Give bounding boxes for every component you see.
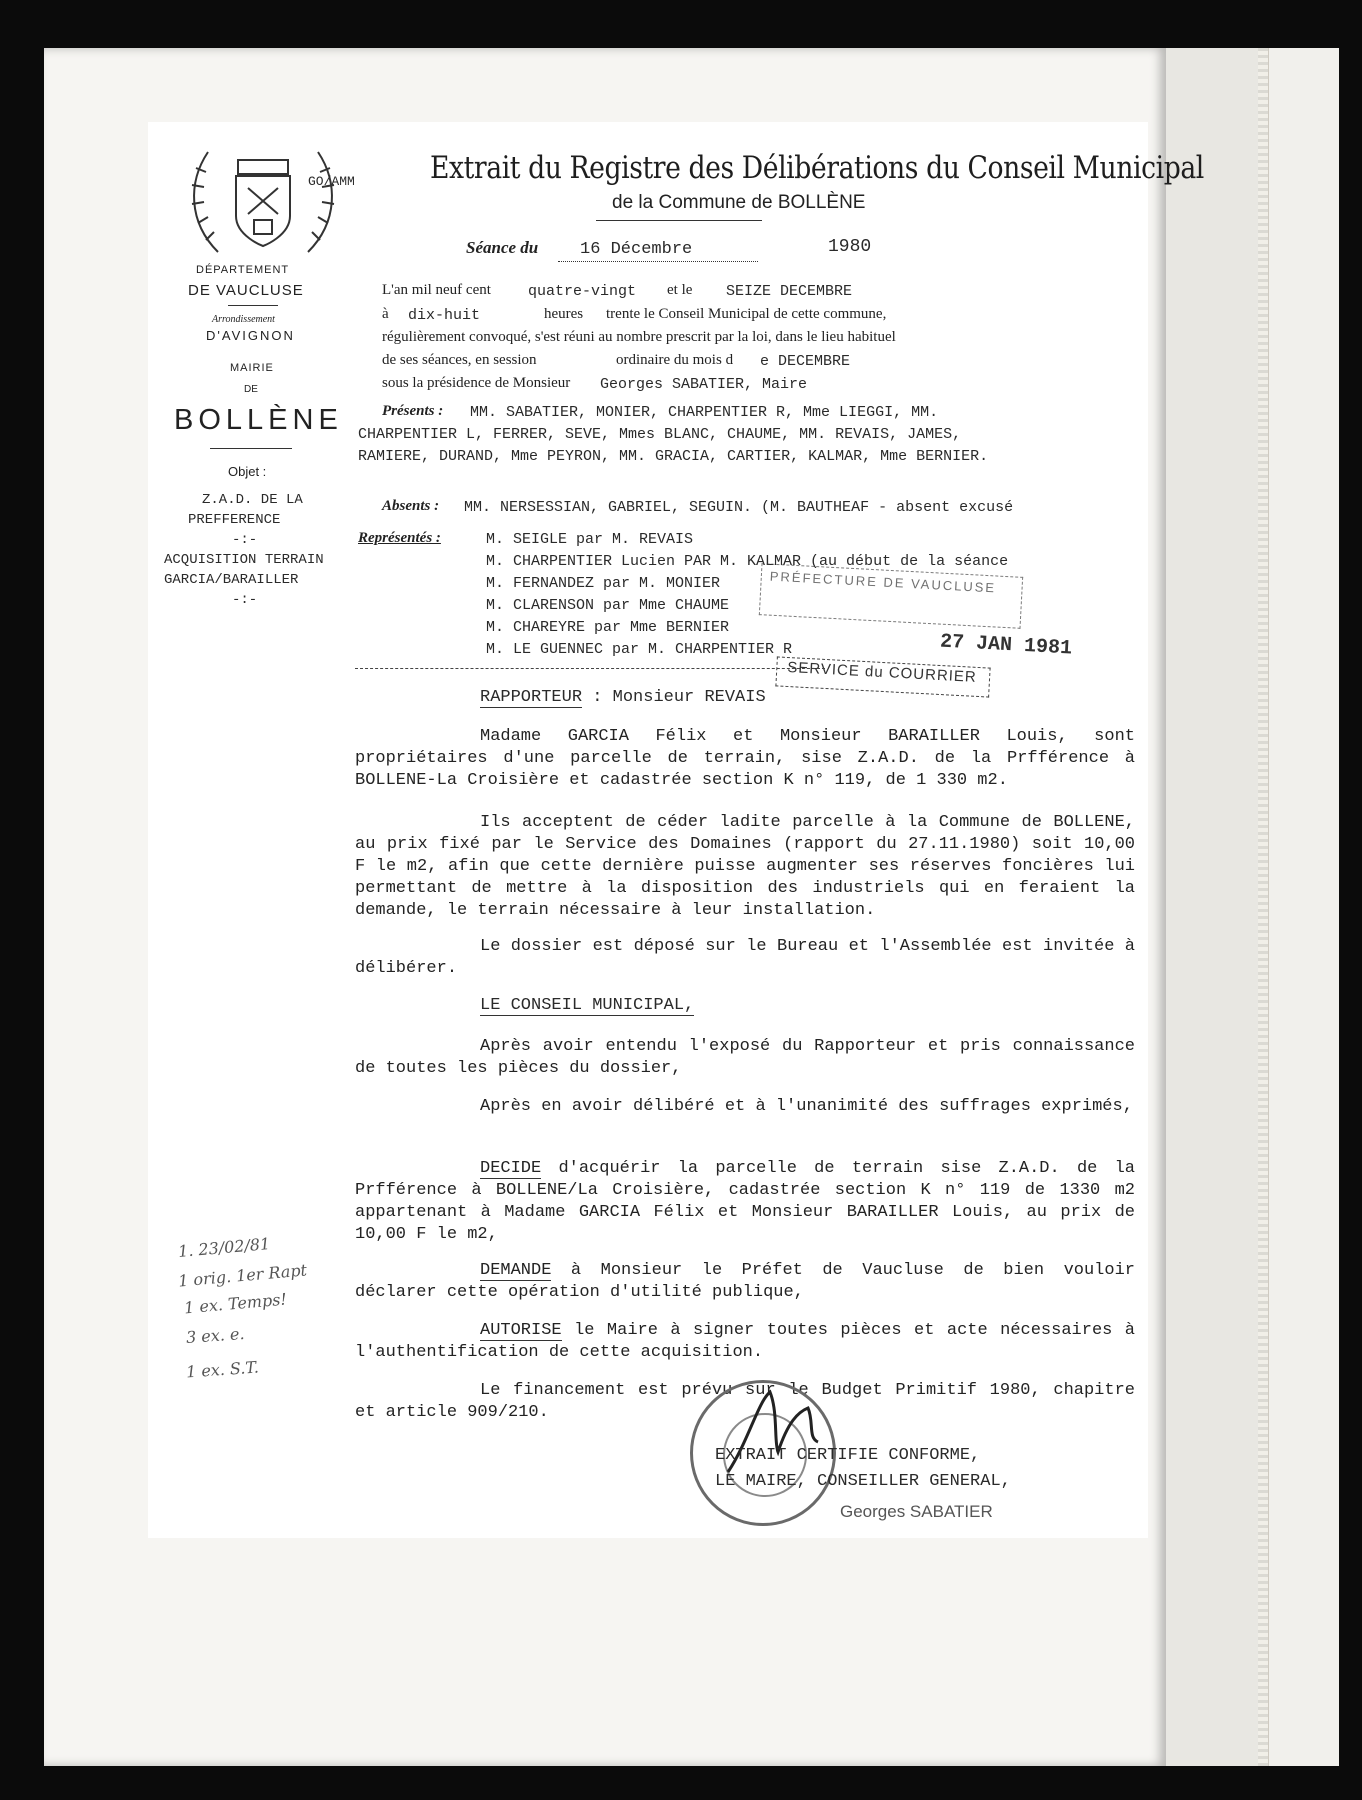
- arrondissement-label: Arrondissement: [212, 314, 275, 325]
- intro-text: dix-huit: [408, 307, 481, 324]
- represente-line: M. CHARPENTIER Lucien PAR M. KALMAR (au début de la séance: [486, 553, 1009, 570]
- intro-text: et le: [667, 282, 693, 298]
- signatory-name: Georges SABATIER: [840, 1502, 993, 1521]
- decide-paragraph: DECIDE d'acquérir la parcelle de terrain sise Z.A.D. de la Prfférence à BOLLENE/La Croisière, cadastrée section K n° 119 de 1330 m2 appartenant à Madame GARCIA Félix et Monsieur BARAILLER Louis, au prix de 10,00 F le m2,: [355, 1159, 1135, 1244]
- town-name: BOLLÈNE: [174, 404, 343, 436]
- departement-label: DÉPARTEMENT: [196, 264, 290, 276]
- objet-line: GARCIA/BARAILLER: [164, 572, 299, 588]
- arrondissement-name: D'AVIGNON: [206, 328, 295, 343]
- intro-text: régulièrement convoqué, s'est réuni au nombre prescrit par la loi, dans le lieu habituel: [382, 329, 896, 345]
- conseil-heading: LE CONSEIL MUNICIPAL,: [480, 996, 695, 1015]
- seance-label: Séance du: [466, 238, 539, 257]
- commune-subtitle: de la Commune de BOLLÈNE: [612, 192, 866, 213]
- intro-text: ordinaire du mois d: [616, 352, 734, 368]
- objet-line: ACQUISITION TERRAIN: [164, 552, 324, 568]
- title-rule: [596, 220, 762, 221]
- presents-line: MM. SABATIER, MONIER, CHARPENTIER R, Mme LIEGGI, MM.: [470, 404, 939, 421]
- represente-line: M. CLARENSON par Mme CHAUME: [486, 597, 730, 614]
- album-edge: [1166, 48, 1268, 1766]
- absents-text: MM. NERSESSIAN, GABRIEL, SEGUIN. (M. BAUTHEAF - absent excusé: [464, 499, 1014, 516]
- autorise-paragraph: AUTORISE le Maire à signer toutes pièces et acte nécessaires à l'authentification de cette acquisition.: [355, 1321, 1135, 1362]
- handwritten-note: 1 ex. Temps!: [183, 1289, 288, 1318]
- intro-text: heures: [544, 306, 584, 322]
- receipt-date-stamp: 27 JAN 1981: [939, 630, 1073, 661]
- seance-date: 16 Décembre: [580, 240, 693, 259]
- presents-line: CHARPENTIER L, FERRER, SEVE, Mmes BLANC, CHAUME, MM. REVAIS, JAMES,: [358, 426, 962, 443]
- intro-text: sous la présidence de Monsieur: [382, 375, 571, 391]
- presents-label: Présents :: [382, 403, 444, 419]
- represente-line: M. LE GUENNEC par M. CHARPENTIER R: [486, 641, 793, 658]
- represente-line: M. FERNANDEZ par M. MONIER: [486, 575, 721, 592]
- register-title: Extrait du Registre des Délibérations du Conseil Municipal: [430, 150, 1204, 186]
- certification-line: EXTRAIT CERTIFIE CONFORME,: [715, 1446, 981, 1465]
- prefecture-stamp: PRÉFECTURE DE VAUCLUSE: [759, 563, 1023, 629]
- seance-year: 1980: [828, 237, 872, 257]
- paragraph: Ils acceptent de céder ladite parcelle à la Commune de BOLLENE, au prix fixé par le Service des Domaines (rapport du 27.11.1980) soit 10,00 F le m2, afin que cette dernière puisse augmenter ses réserves foncières lui permettant de mettre à la disposition des industriels qui en feraient la demande, le terrain nécessaire à leur installation.: [355, 813, 1135, 920]
- paragraph: Madame GARCIA Félix et Monsieur BARAILLER Louis, sont propriétaires d'une parcelle de terrain, sise Z.A.D. de la Prfférence à BOLLENE-La Croisière et cadastrée section K n° 119, de 1 330 m2.: [355, 727, 1135, 790]
- handwritten-note: 1. 23/02/81: [177, 1234, 271, 1261]
- objet-label: Objet :: [228, 464, 267, 479]
- mairie-de: DE: [244, 384, 258, 395]
- paragraph: Le dossier est déposé sur le Bureau et l'Assemblée est invitée à délibérer.: [355, 937, 1135, 978]
- paragraph: Le financement est prévu sur le Budget Primitif 1980, chapitre et article 909/210.: [355, 1381, 1135, 1422]
- represente-line: M. SEIGLE par M. REVAIS: [486, 531, 694, 548]
- representes-label: Représentés :: [358, 530, 441, 546]
- intro-text: quatre-vingt: [528, 283, 637, 300]
- separator-line: [355, 668, 825, 669]
- intro-text: L'an mil neuf cent: [382, 282, 491, 298]
- deliberation-document: [148, 122, 1204, 1538]
- reference-code: GO/AMM: [308, 174, 355, 189]
- intro-text: SEIZE DECEMBRE: [726, 283, 853, 300]
- intro-text: Georges SABATIER, Maire: [600, 376, 808, 393]
- intro-text: trente le Conseil Municipal de cette commune,: [606, 306, 887, 322]
- intro-text: e DECEMBRE: [760, 353, 851, 370]
- certification-line: LE MAIRE, CONSEILLER GENERAL,: [715, 1472, 1011, 1491]
- objet-line: -:-: [232, 532, 258, 548]
- paragraph: Après avoir entendu l'exposé du Rapporteur et pris connaissance de toutes les pièces du dossier,: [355, 1037, 1135, 1078]
- represente-line: M. CHAREYRE par Mme BERNIER: [486, 619, 730, 636]
- handwritten-note: 1 orig. 1er Rapt: [177, 1260, 308, 1291]
- intro-text: de ses séances, en session: [382, 352, 537, 368]
- objet-line: Z.A.D. DE LA: [202, 492, 303, 508]
- handwritten-note: 1 ex. S.T.: [185, 1357, 260, 1382]
- mairie-label: MAIRIE: [230, 362, 274, 374]
- demande-paragraph: DEMANDE à Monsieur le Préfet de Vaucluse de bien vouloir déclarer cette opération d'utilité publique,: [355, 1261, 1135, 1302]
- mayor-signature: [718, 1382, 838, 1482]
- handwritten-note: 3 ex. e.: [185, 1323, 246, 1348]
- paragraph: Après en avoir délibéré et à l'unanimité des suffrages exprimés,: [480, 1097, 1133, 1116]
- coat-of-arms-logo: [178, 132, 348, 267]
- courrier-stamp: SERVICE du COURRIER: [775, 656, 990, 697]
- album-next-page: [1268, 48, 1339, 1766]
- presents-line: RAMIERE, DURAND, Mme PEYRON, MM. GRACIA, CARTIER, KALMAR, Mme BERNIER.: [358, 448, 989, 465]
- objet-line: -:-: [232, 592, 258, 608]
- rapporteur-label: RAPPORTEUR : Monsieur REVAIS: [480, 688, 766, 707]
- departement-name: DE VAUCLUSE: [188, 282, 304, 299]
- absents-label: Absents :: [382, 498, 440, 514]
- intro-text: à: [382, 306, 389, 322]
- objet-line: PREFFERENCE: [188, 512, 281, 528]
